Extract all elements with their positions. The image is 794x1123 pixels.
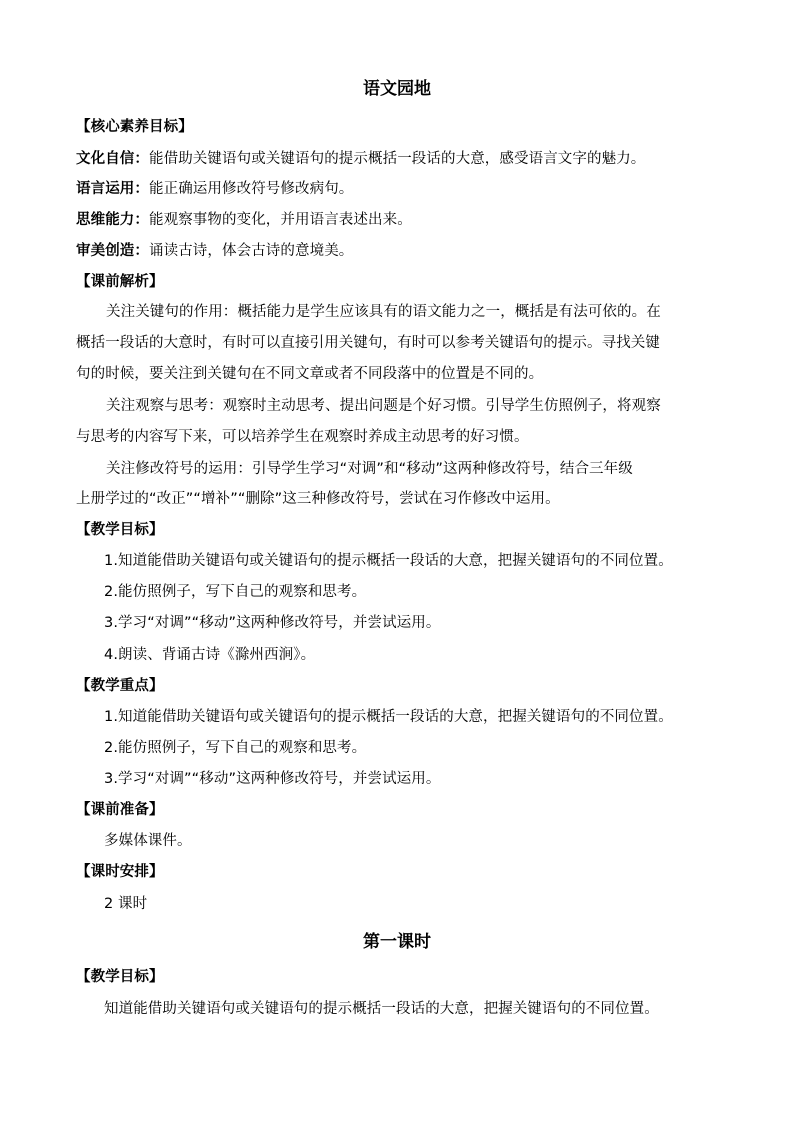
core-goal-label: 审美创造： xyxy=(76,243,149,259)
analysis-line: 上册学过的“改正”“增补”“删除”这三种修改符号，尝试在习作修改中运用。 xyxy=(76,491,560,507)
schedule-text: 2 课时 xyxy=(104,896,148,912)
core-goals-heading: 【核心素养目标】 xyxy=(76,119,193,135)
core-goal-text: 能借助关键语句或关键语句的提示概括一段话的大意，感受语言文字的魅力。 xyxy=(149,151,646,167)
key-point-item: 1.知道能借助关键语句或关键语句的提示概括一段话的大意，把握关键语句的不同位置。 xyxy=(104,709,673,725)
core-goal-item xyxy=(76,149,645,169)
teaching-goal-item: 4.朗读、背诵古诗《滁州西涧》。 xyxy=(104,647,316,663)
schedule-heading: 【课时安排】 xyxy=(76,864,164,880)
key-point-item: 3.学习“对调”“移动”这两种修改符号，并尝试运用。 xyxy=(104,771,441,787)
key-points-heading: 【教学重点】 xyxy=(76,678,164,694)
lesson-goals-heading: 【教学目标】 xyxy=(76,969,164,985)
core-goal-label: 语言运用： xyxy=(76,181,149,197)
analysis-line: 关注修改符号的运用：引导学生学习“对调”和“移动”这两种修改符号，结合三年级 xyxy=(106,461,633,477)
analysis-heading: 【课前解析】 xyxy=(76,274,164,290)
preparation-heading: 【课前准备】 xyxy=(76,802,164,818)
core-goal-text: 诵读古诗，体会古诗的意境美。 xyxy=(149,243,354,259)
analysis-line: 关注观察与思考：观察时主动思考、提出问题是个好习惯。引导学生仿照例子，将观察 xyxy=(106,398,661,414)
teaching-goal-item: 1.知道能借助关键语句或关键语句的提示概括一段话的大意，把握关键语句的不同位置。 xyxy=(104,553,673,569)
core-goal-item xyxy=(76,179,353,199)
lesson-title: 第一课时 xyxy=(363,932,431,952)
analysis-line: 句的时候，要关注到关键句在不同文章或者不同段落中的位置是不同的。 xyxy=(76,366,544,382)
teaching-goal-item: 2.能仿照例子，写下自己的观察和思考。 xyxy=(104,584,367,600)
key-point-item: 2.能仿照例子，写下自己的观察和思考。 xyxy=(104,740,367,756)
core-goal-label: 思维能力： xyxy=(76,212,149,228)
core-goal-text: 能观察事物的变化，并用语言表述出来。 xyxy=(149,212,412,228)
core-goal-item xyxy=(76,210,412,230)
core-goal-item xyxy=(76,241,353,261)
preparation-text: 多媒体课件。 xyxy=(104,833,192,849)
core-goal-label: 文化自信： xyxy=(76,151,149,167)
analysis-line: 概括一段话的大意时，有时可以直接引用关键句，有时可以参考关键语句的提示。寻找关键 xyxy=(76,335,660,351)
analysis-line: 关注关键句的作用：概括能力是学生应该具有的语文能力之一，概括是有法可依的。在 xyxy=(106,304,661,320)
lesson-goals-text: 知道能借助关键语句或关键语句的提示概括一段话的大意，把握关键语句的不同位置。 xyxy=(104,1001,659,1017)
teaching-goal-item: 3.学习“对调”“移动”这两种修改符号，并尝试运用。 xyxy=(104,615,441,631)
analysis-line: 与思考的内容写下来，可以培养学生在观察时养成主动思考的好习惯。 xyxy=(76,429,529,445)
page-title: 语文园地 xyxy=(363,79,431,99)
core-goal-text: 能正确运用修改符号修改病句。 xyxy=(149,181,354,197)
teaching-goals-heading: 【教学目标】 xyxy=(76,522,164,538)
